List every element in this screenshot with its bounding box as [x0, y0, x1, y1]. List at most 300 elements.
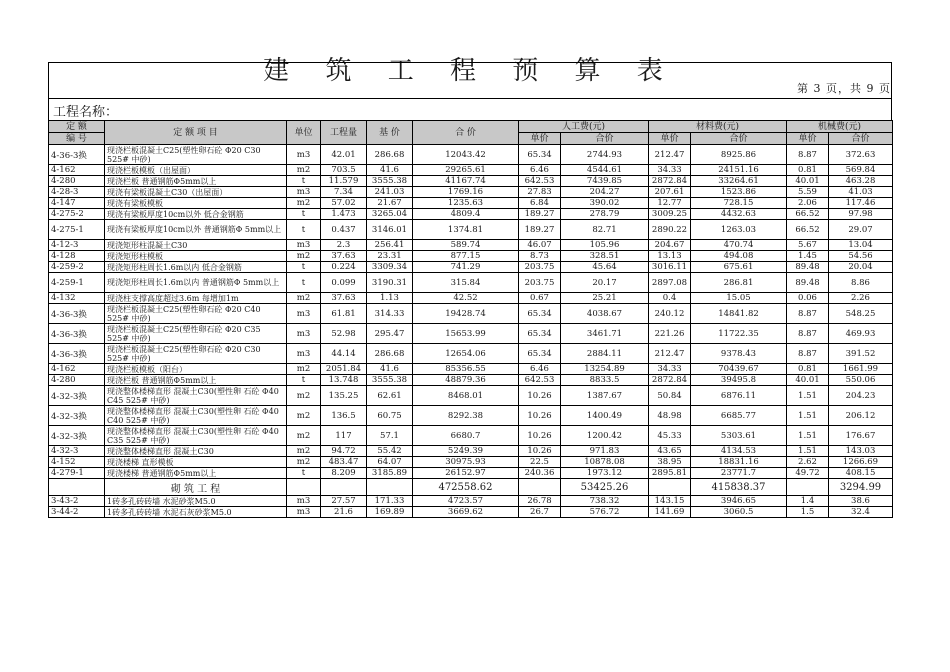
cell-qty: 0.224 [321, 262, 367, 273]
section-machine-total: 3294.99 [829, 479, 893, 496]
cell-code: 4-259-2 [49, 262, 105, 273]
table-row [49, 293, 893, 304]
cell-machine-unit-price: 5.67 [787, 240, 829, 251]
cell-labor-unit-price: 10.26 [519, 406, 561, 426]
cell-material-unit-price: 3009.25 [649, 209, 691, 220]
cell-code: 4-12-3 [49, 240, 105, 251]
table-row [49, 251, 893, 262]
cell-qty: 2.3 [321, 240, 367, 251]
cell-qty: 1.473 [321, 209, 367, 220]
cell-total: 877.15 [413, 251, 519, 262]
cell-qty: 7.34 [321, 187, 367, 198]
project-name-label: 工程名称： [53, 105, 119, 120]
cell-qty: 52.98 [321, 324, 367, 344]
cell-labor-subtotal: 328.51 [561, 251, 649, 262]
cell-material-unit-price: 2872.84 [649, 176, 691, 187]
cell-base-price: 286.68 [367, 145, 413, 165]
cell-unit: m2 [287, 165, 321, 176]
cell-machine-unit-price: 66.52 [787, 220, 829, 240]
header-material-unit-price: 单价 [649, 133, 691, 145]
cell-base-price: 23.31 [367, 251, 413, 262]
cell-base-price: 3555.38 [367, 375, 413, 386]
cell-item-name: 现浇矩形柱模板 [105, 251, 287, 262]
cell-base-price: 60.75 [367, 406, 413, 426]
cell-labor-subtotal: 4544.61 [561, 165, 649, 176]
cell-material-unit-price: 240.12 [649, 304, 691, 324]
cell-unit: m2 [287, 406, 321, 426]
cell-unit: m3 [287, 240, 321, 251]
cell-machine-subtotal: 143.03 [829, 446, 893, 457]
cell-total: 8468.01 [413, 386, 519, 406]
cell-code: 4-28-3 [49, 187, 105, 198]
cell-material-subtotal: 39495.8 [691, 375, 787, 386]
cell-labor-unit-price: 6.84 [519, 198, 561, 209]
cell-machine-subtotal: 117.46 [829, 198, 893, 209]
cell-labor-subtotal: 2744.93 [561, 145, 649, 165]
table-row [49, 165, 893, 176]
header-code-top: 定 额 [49, 121, 105, 133]
table-row [49, 273, 893, 293]
cell-machine-unit-price: 89.48 [787, 262, 829, 273]
cell-labor-subtotal: 4038.67 [561, 304, 649, 324]
cell-qty: 8.209 [321, 468, 367, 479]
cell-labor-unit-price: 26.78 [519, 496, 561, 507]
header-material: 材料费(元) [649, 121, 787, 133]
cell-material-unit-price: 50.84 [649, 386, 691, 406]
cell-unit: m3 [287, 344, 321, 364]
cell-qty: 42.01 [321, 145, 367, 165]
cell-code: 4-36-3换 [49, 344, 105, 364]
cell-qty: 94.72 [321, 446, 367, 457]
cell-material-subtotal: 9378.43 [691, 344, 787, 364]
cell-base-price: 41.6 [367, 165, 413, 176]
table-row [49, 344, 893, 364]
left-border [48, 62, 49, 98]
cell-material-subtotal: 6685.77 [691, 406, 787, 426]
cell-labor-subtotal: 20.17 [561, 273, 649, 293]
cell-labor-subtotal: 105.96 [561, 240, 649, 251]
cell-material-subtotal: 4432.63 [691, 209, 787, 220]
cell-total: 48879.36 [413, 375, 519, 386]
cell-material-unit-price: 3016.11 [649, 262, 691, 273]
cell-unit: t [287, 220, 321, 240]
cell-labor-subtotal: 971.83 [561, 446, 649, 457]
cell-material-subtotal: 6876.11 [691, 386, 787, 406]
cell-base-price: 171.33 [367, 496, 413, 507]
header-unit: 单位 [287, 121, 321, 145]
cell-machine-subtotal: 20.04 [829, 262, 893, 273]
cell-base-price: 3190.31 [367, 273, 413, 293]
cell-total: 4723.57 [413, 496, 519, 507]
cell-machine-unit-price: 0.81 [787, 165, 829, 176]
cell-total: 12043.42 [413, 145, 519, 165]
cell-machine-subtotal: 32.4 [829, 507, 893, 518]
cell-code: 4-275-1 [49, 220, 105, 240]
cell-material-subtotal: 23771.7 [691, 468, 787, 479]
cell-total: 41167.74 [413, 176, 519, 187]
cell-unit: t [287, 209, 321, 220]
cell-machine-unit-price: 1.5 [787, 507, 829, 518]
header-material-subtotal: 合价 [691, 133, 787, 145]
cell-qty: 136.5 [321, 406, 367, 426]
cell-base-price: 295.47 [367, 324, 413, 344]
cell-labor-unit-price: 240.36 [519, 468, 561, 479]
cell-machine-unit-price: 1.45 [787, 251, 829, 262]
cell-material-unit-price: 45.33 [649, 426, 691, 446]
cell-material-subtotal: 15.05 [691, 293, 787, 304]
cell-total: 1769.16 [413, 187, 519, 198]
header-total: 合 价 [413, 121, 519, 145]
cell-material-subtotal: 4134.53 [691, 446, 787, 457]
cell-item-name: 现浇栏板混凝土C25(塑性卵石砼 Φ20 C30 525# 中砂) [105, 344, 287, 364]
cell-item-name: 现浇整体楼梯直形 混凝土C30(塑性卵 石砼 Φ40 C45 525# 中砂) [105, 386, 287, 406]
cell-total: 3669.62 [413, 507, 519, 518]
cell-base-price: 41.6 [367, 364, 413, 375]
cell-total: 315.84 [413, 273, 519, 293]
table-row [49, 386, 893, 406]
cell-labor-unit-price: 6.46 [519, 165, 561, 176]
cell-qty: 117 [321, 426, 367, 446]
cell-machine-subtotal: 204.23 [829, 386, 893, 406]
cell-unit: t [287, 468, 321, 479]
cell-material-subtotal: 3946.65 [691, 496, 787, 507]
cell-machine-unit-price: 2.62 [787, 457, 829, 468]
cell-labor-unit-price: 6.46 [519, 364, 561, 375]
cell-base-price: 64.07 [367, 457, 413, 468]
table-row [49, 145, 893, 165]
cell-material-subtotal: 14841.82 [691, 304, 787, 324]
cell-item-name: 现浇栏板混凝土C25(塑性卵石砼 Φ20 C30 525# 中砂) [105, 145, 287, 165]
cell-machine-subtotal: 38.6 [829, 496, 893, 507]
cell-material-unit-price: 212.47 [649, 344, 691, 364]
cell-labor-subtotal: 13254.89 [561, 364, 649, 375]
cell-material-subtotal: 1523.86 [691, 187, 787, 198]
cell-material-unit-price: 221.26 [649, 324, 691, 344]
cell-material-subtotal: 286.81 [691, 273, 787, 293]
table-row [49, 406, 893, 426]
cell-labor-unit-price: 0.67 [519, 293, 561, 304]
cell-code: 3-44-2 [49, 507, 105, 518]
cell-qty: 0.437 [321, 220, 367, 240]
cell-labor-unit-price: 65.34 [519, 344, 561, 364]
section-labor-unit-cell [519, 479, 561, 496]
cell-machine-subtotal: 569.84 [829, 165, 893, 176]
cell-machine-subtotal: 54.56 [829, 251, 893, 262]
cell-item-name: 现浇矩形柱周长1.6m以内 普通钢筋Φ 5mm以上 [105, 273, 287, 293]
cell-material-subtotal: 24151.16 [691, 165, 787, 176]
cell-machine-unit-price: 1.51 [787, 406, 829, 426]
cell-material-unit-price: 2872.84 [649, 375, 691, 386]
cell-labor-unit-price: 8.73 [519, 251, 561, 262]
project-name-row [48, 98, 892, 120]
cell-code: 4-32-3换 [49, 426, 105, 446]
table-row [49, 220, 893, 240]
cell-unit: m3 [287, 507, 321, 518]
cell-base-price: 55.42 [367, 446, 413, 457]
cell-item-name: 1砖多孔砖砖墙 水泥石灰砂浆M5.0 [105, 507, 287, 518]
cell-machine-subtotal: 550.06 [829, 375, 893, 386]
cell-code: 3-43-2 [49, 496, 105, 507]
cell-labor-subtotal: 390.02 [561, 198, 649, 209]
cell-base-price: 286.68 [367, 344, 413, 364]
cell-labor-subtotal: 8833.5 [561, 375, 649, 386]
cell-total: 6680.7 [413, 426, 519, 446]
section-total: 472558.62 [413, 479, 519, 496]
cell-qty: 27.57 [321, 496, 367, 507]
table-row [49, 198, 893, 209]
cell-item-name: 现浇栏板模板（出屋面） [105, 165, 287, 176]
cell-unit: t [287, 176, 321, 187]
cell-unit: m3 [287, 496, 321, 507]
cell-material-unit-price: 43.65 [649, 446, 691, 457]
cell-machine-subtotal: 463.28 [829, 176, 893, 187]
cell-code: 4-147 [49, 198, 105, 209]
cell-material-unit-price: 141.69 [649, 507, 691, 518]
cell-item-name: 现浇楼梯 直形模板 [105, 457, 287, 468]
cell-machine-unit-price: 1.51 [787, 426, 829, 446]
cell-qty: 2051.84 [321, 364, 367, 375]
cell-unit: m2 [287, 446, 321, 457]
cell-code: 4-280 [49, 176, 105, 187]
cell-labor-subtotal: 45.64 [561, 262, 649, 273]
cell-material-subtotal: 728.15 [691, 198, 787, 209]
cell-total: 1235.63 [413, 198, 519, 209]
cell-base-price: 3185.89 [367, 468, 413, 479]
cell-material-unit-price: 143.15 [649, 496, 691, 507]
cell-item-name: 现浇栏板模板（阳台） [105, 364, 287, 375]
cell-machine-unit-price: 8.87 [787, 145, 829, 165]
cell-machine-unit-price: 0.06 [787, 293, 829, 304]
cell-material-subtotal: 470.74 [691, 240, 787, 251]
cell-material-unit-price: 204.67 [649, 240, 691, 251]
cell-unit: m2 [287, 293, 321, 304]
cell-labor-unit-price: 27.83 [519, 187, 561, 198]
cell-material-unit-price: 2897.08 [649, 273, 691, 293]
cell-total: 42.52 [413, 293, 519, 304]
cell-code: 4-132 [49, 293, 105, 304]
cell-material-unit-price: 12.77 [649, 198, 691, 209]
cell-code: 4-32-3换 [49, 406, 105, 426]
table-row [49, 262, 893, 273]
cell-qty: 0.099 [321, 273, 367, 293]
section-material-unit-cell [649, 479, 691, 496]
table-row [49, 507, 893, 518]
cell-material-unit-price: 0.4 [649, 293, 691, 304]
cell-labor-unit-price: 642.53 [519, 176, 561, 187]
section-labor-total: 53425.26 [561, 479, 649, 496]
cell-code: 4-128 [49, 251, 105, 262]
cell-material-subtotal: 33264.61 [691, 176, 787, 187]
cell-qty: 11.579 [321, 176, 367, 187]
table-row [49, 304, 893, 324]
cell-labor-subtotal: 7439.85 [561, 176, 649, 187]
cell-qty: 61.81 [321, 304, 367, 324]
cell-qty: 44.14 [321, 344, 367, 364]
cell-base-price: 62.61 [367, 386, 413, 406]
table-row [49, 457, 893, 468]
header-item: 定 额 项 目 [105, 121, 287, 145]
cell-machine-unit-price: 66.52 [787, 209, 829, 220]
cell-item-name: 1砖多孔砖砖墙 水泥砂浆M5.0 [105, 496, 287, 507]
cell-unit: m3 [287, 187, 321, 198]
cell-machine-unit-price: 40.01 [787, 176, 829, 187]
section-qty-cell [321, 479, 367, 496]
cell-item-name: 现浇柱支撑高度超过3.6m 每增加1m [105, 293, 287, 304]
cell-labor-unit-price: 203.75 [519, 262, 561, 273]
cell-code: 4-32-3换 [49, 386, 105, 406]
cell-machine-subtotal: 13.04 [829, 240, 893, 251]
table-row [49, 375, 893, 386]
header-machine-subtotal: 合价 [829, 133, 893, 145]
cell-total: 26152.97 [413, 468, 519, 479]
cell-material-subtotal: 3060.5 [691, 507, 787, 518]
cell-qty: 135.25 [321, 386, 367, 406]
cell-base-price: 241.03 [367, 187, 413, 198]
cell-labor-subtotal: 82.71 [561, 220, 649, 240]
cell-labor-unit-price: 203.75 [519, 273, 561, 293]
table-row [49, 240, 893, 251]
cell-machine-subtotal: 206.12 [829, 406, 893, 426]
header-qty: 工程量 [321, 121, 367, 145]
cell-machine-unit-price: 2.06 [787, 198, 829, 209]
section-row [49, 479, 893, 496]
cell-machine-subtotal: 1266.69 [829, 457, 893, 468]
table-body [49, 145, 893, 479]
cell-machine-unit-price: 0.81 [787, 364, 829, 375]
cell-total: 12654.06 [413, 344, 519, 364]
cell-machine-subtotal: 372.63 [829, 145, 893, 165]
cell-base-price: 57.1 [367, 426, 413, 446]
cell-labor-subtotal: 738.32 [561, 496, 649, 507]
cell-item-name: 现浇有梁板混凝土C30（出屋面） [105, 187, 287, 198]
cell-item-name: 现浇栏板混凝土C25(塑性卵石砼 Φ20 C40 525# 中砂) [105, 304, 287, 324]
cell-labor-subtotal: 2884.11 [561, 344, 649, 364]
cell-code: 4-162 [49, 165, 105, 176]
cell-unit: m2 [287, 198, 321, 209]
section-block [49, 479, 893, 496]
cell-machine-unit-price: 1.51 [787, 446, 829, 457]
section-name: 砌 筑 工 程 [105, 479, 287, 496]
cell-total: 30975.93 [413, 457, 519, 468]
cell-item-name: 现浇矩形柱混凝土C30 [105, 240, 287, 251]
cell-base-price: 256.41 [367, 240, 413, 251]
cell-labor-unit-price: 65.34 [519, 304, 561, 324]
cell-qty: 37.63 [321, 293, 367, 304]
cell-labor-unit-price: 26.7 [519, 507, 561, 518]
cell-total: 5249.39 [413, 446, 519, 457]
cell-labor-subtotal: 1973.12 [561, 468, 649, 479]
cell-code: 4-36-3换 [49, 304, 105, 324]
section-machine-unit-cell [787, 479, 829, 496]
table-row [49, 209, 893, 220]
table-row [49, 324, 893, 344]
section-material-total: 415838.37 [691, 479, 787, 496]
cell-unit: m2 [287, 426, 321, 446]
cell-item-name: 现浇矩形柱周长1.6m以内 低合金钢筋 [105, 262, 287, 273]
cell-unit: t [287, 262, 321, 273]
section-base-cell [367, 479, 413, 496]
table-row [49, 496, 893, 507]
cell-qty: 703.5 [321, 165, 367, 176]
header-machine-unit-price: 单价 [787, 133, 829, 145]
page-title: 建 筑 工 程 预 算 表 [263, 56, 677, 86]
cell-total: 589.74 [413, 240, 519, 251]
cell-code: 4-275-2 [49, 209, 105, 220]
cell-item-name: 现浇整体楼梯直形 混凝土C30 [105, 446, 287, 457]
cell-unit: m2 [287, 364, 321, 375]
cell-machine-unit-price: 40.01 [787, 375, 829, 386]
cell-code: 4-36-3换 [49, 145, 105, 165]
cell-code: 4-280 [49, 375, 105, 386]
cell-code: 4-279-1 [49, 468, 105, 479]
cell-code: 4-259-1 [49, 273, 105, 293]
cell-item-name: 现浇整体楼梯直形 混凝土C30(塑性卵 石砼 Φ40 C35 525# 中砂) [105, 426, 287, 446]
table-row [49, 446, 893, 457]
cell-labor-subtotal: 278.79 [561, 209, 649, 220]
right-border [891, 62, 892, 98]
cell-qty: 21.6 [321, 507, 367, 518]
cell-labor-subtotal: 10878.08 [561, 457, 649, 468]
cell-machine-subtotal: 29.07 [829, 220, 893, 240]
cell-unit: m3 [287, 324, 321, 344]
cell-material-unit-price: 48.98 [649, 406, 691, 426]
cell-labor-unit-price: 10.26 [519, 426, 561, 446]
cell-unit: t [287, 375, 321, 386]
cell-qty: 483.47 [321, 457, 367, 468]
cell-labor-unit-price: 642.53 [519, 375, 561, 386]
cell-machine-unit-price: 1.51 [787, 386, 829, 406]
cell-machine-subtotal: 8.86 [829, 273, 893, 293]
header-labor-unit-price: 单价 [519, 133, 561, 145]
cell-machine-unit-price: 5.59 [787, 187, 829, 198]
cell-labor-unit-price: 22.5 [519, 457, 561, 468]
cell-material-unit-price: 34.33 [649, 364, 691, 375]
cell-material-subtotal: 11722.35 [691, 324, 787, 344]
cell-unit: m2 [287, 457, 321, 468]
cell-machine-subtotal: 469.93 [829, 324, 893, 344]
cell-material-subtotal: 18831.16 [691, 457, 787, 468]
cell-material-subtotal: 8925.86 [691, 145, 787, 165]
header-code-bottom: 编 号 [49, 133, 105, 145]
cell-base-price: 169.89 [367, 507, 413, 518]
cell-labor-unit-price: 189.27 [519, 209, 561, 220]
page-info: 第 3 页，共 9 页 [797, 82, 891, 95]
cell-total: 85356.55 [413, 364, 519, 375]
cell-code: 4-36-3换 [49, 324, 105, 344]
cell-material-subtotal: 675.61 [691, 262, 787, 273]
cell-item-name: 现浇楼梯 普通钢筋Φ5mm以上 [105, 468, 287, 479]
section-unit-cell [287, 479, 321, 496]
cell-machine-subtotal: 548.25 [829, 304, 893, 324]
cell-material-unit-price: 13.13 [649, 251, 691, 262]
cell-total: 741.29 [413, 262, 519, 273]
cell-material-unit-price: 207.61 [649, 187, 691, 198]
cell-total: 15653.99 [413, 324, 519, 344]
cell-item-name: 现浇有梁板模板 [105, 198, 287, 209]
cell-item-name: 现浇栏板 普通钢筋Φ5mm以上 [105, 176, 287, 187]
cell-labor-subtotal: 1387.67 [561, 386, 649, 406]
cell-total: 4809.4 [413, 209, 519, 220]
budget-table [48, 120, 893, 518]
cell-base-price: 3555.38 [367, 176, 413, 187]
cell-base-price: 3146.01 [367, 220, 413, 240]
cell-labor-unit-price: 189.27 [519, 220, 561, 240]
cell-machine-subtotal: 2.26 [829, 293, 893, 304]
cell-unit: m3 [287, 304, 321, 324]
cell-machine-subtotal: 176.67 [829, 426, 893, 446]
cell-base-price: 1.13 [367, 293, 413, 304]
table-row [49, 187, 893, 198]
